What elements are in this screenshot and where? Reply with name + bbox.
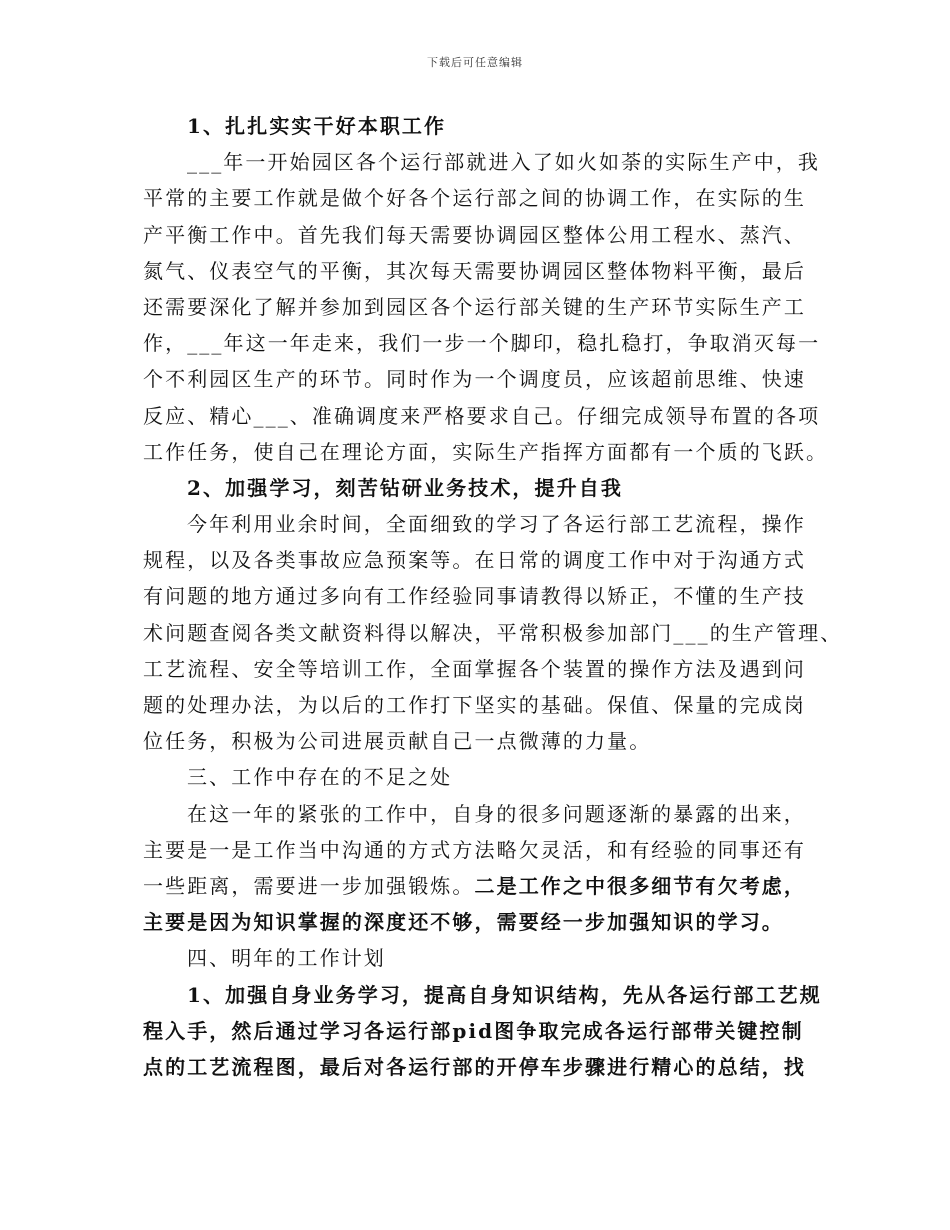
paragraph-line: 在这一年的紧张的工作中，自身的很多问题逐渐的暴露的出来， (187, 801, 806, 826)
paragraph-line: 有问题的地方通过多向有工作经验同事请教得以矫正，不懂的生产技 (143, 584, 806, 609)
paragraph-line: 工艺流程、安全等培训工作，全面掌握各个装置的操作方法及遇到问 (143, 656, 806, 681)
paragraph-line: 还需要深化了解并参加到园区各个运行部关键的生产环节实际生产工 (143, 294, 806, 319)
paragraph-line: 程入手，然后通过学习各运行部pid图争取完成各运行部带关键控制 (143, 1018, 804, 1043)
paragraph-line: 位任务，积极为公司进展贡献自己一点微薄的力量。 (143, 729, 652, 754)
paragraph-line-normal: 一些距离，需要进一步加强锻炼。 (143, 873, 475, 898)
page-header: 下载后可任意编辑 (427, 56, 523, 69)
section-heading-4: 四、明年的工作计划 (187, 946, 386, 971)
paragraph-line: 术问题查阅各类文献资料得以解决，平常积极参加部门___的生产管理、 (143, 620, 843, 645)
paragraph-line: 个不利园区生产的环节。同时作为一个调度员，应该超前思维、快速 (143, 367, 806, 392)
paragraph-line: 规程，以及各类事故应急预案等。在日常的调度工作中对于沟通方式 (143, 548, 806, 573)
document-body (143, 108, 843, 1085)
paragraph-line: 点的工艺流程图，最后对各运行部的开停车步骤进行精心的总结，找 (143, 1054, 806, 1079)
paragraph-line: 题的处理办法，为以后的工作打下坚实的基础。保值、保量的完成岗 (143, 693, 806, 717)
paragraph-line: 主要是因为知识掌握的深度还不够，需要经一步加强知识的学习。 (143, 910, 784, 935)
paragraph-line: 1、加强自身业务学习，提高自身知识结构，先从各运行部工艺规 (187, 982, 822, 1007)
paragraph-line: 今年利用业余时间，全面细致的学习了各运行部工艺流程，操作 (187, 512, 806, 537)
paragraph-line: 反应、精心___、准确调度来严格要求自己。仔细完成领导布置的各项 (143, 403, 821, 428)
paragraph-line: 氮气、仪表空气的平衡，其次每天需要协调园区整体物料平衡，最后 (143, 258, 806, 283)
heading-1: 1、扎扎实实干好本职工作 (187, 114, 447, 138)
paragraph-line: ___年一开始园区各个运行部就进入了如火如荼的实际生产中，我 (187, 150, 820, 175)
section-heading-3: 三、工作中存在的不足之处 (187, 765, 453, 790)
paragraph-line-bold-tail: 二是工作之中很多细节有欠考虑， (474, 873, 806, 898)
heading-2: 2、加强学习，刻苦钻研业务技术，提升自我 (187, 475, 623, 500)
paragraph-line: 产平衡工作中。首先我们每天需要协调园区整体公用工程水、蒸汽、 (143, 222, 806, 247)
paragraph-line: 作，___年这一年走来，我们一步一个脚印，稳扎稳打，争取消灭每一 (143, 331, 821, 356)
paragraph-line: 主要是一是工作当中沟通的方式方法略欠灵活，和有经验的同事还有 (143, 837, 806, 862)
paragraph-line: 工作任务，使自己在理论方面，实际生产指挥方面都有一个质的飞跃。 (143, 439, 829, 464)
paragraph-line-mixed (143, 868, 823, 904)
paragraph-line: 平常的主要工作就是做个好各个运行部之间的协调工作，在实际的生 (143, 186, 806, 211)
